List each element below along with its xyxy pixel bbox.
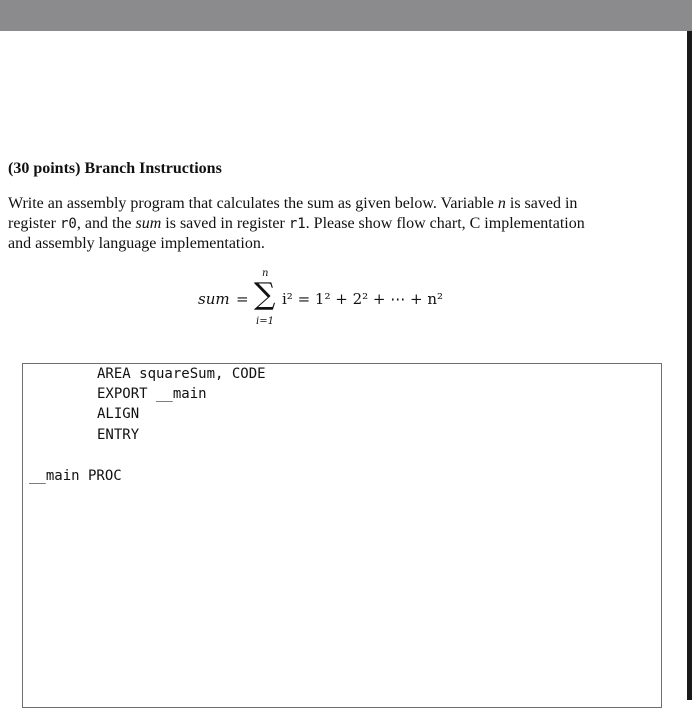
formula-rhs: i² = 1² + 2² + ⋯ + n² bbox=[282, 290, 444, 308]
sigma-lower-limit: i=1 bbox=[256, 316, 274, 327]
variable-n: n bbox=[497, 195, 506, 212]
right-edge-border bbox=[687, 31, 692, 700]
text-segment: is saved in register bbox=[161, 215, 289, 232]
sigma-upper-limit: n bbox=[262, 268, 269, 279]
code-line-area: AREA squareSum, CODE bbox=[97, 366, 266, 382]
register-r0: r0 bbox=[59, 216, 77, 232]
text-segment: . Please show flow chart, C implementation bbox=[305, 215, 585, 232]
formula-lhs: sum bbox=[198, 290, 230, 308]
register-r1: r1 bbox=[288, 216, 306, 232]
paragraph-line-3: and assembly language implementation. bbox=[8, 235, 265, 252]
code-line-align: ALIGN bbox=[97, 406, 140, 422]
paragraph-line-2 bbox=[8, 214, 678, 234]
sum-formula bbox=[198, 268, 478, 338]
text-segment: Write an assembly program that calculates the sum as given below. Variable bbox=[8, 195, 498, 212]
question-paragraph bbox=[8, 194, 678, 254]
formula-equals: = bbox=[236, 290, 249, 308]
paragraph-line-1 bbox=[8, 194, 678, 214]
question-heading: (30 points) Branch Instructions bbox=[8, 160, 222, 177]
code-line-main-proc: __main PROC bbox=[29, 468, 122, 484]
text-segment: is saved in bbox=[505, 195, 578, 212]
code-line-entry: ENTRY bbox=[97, 427, 140, 443]
code-line-export: EXPORT __main bbox=[97, 386, 207, 402]
text-segment: , and the bbox=[76, 215, 136, 232]
variable-sum: sum bbox=[135, 215, 162, 232]
top-bar bbox=[0, 0, 692, 31]
text-segment: register bbox=[8, 215, 60, 232]
sigma-symbol: ∑ bbox=[254, 277, 276, 312]
